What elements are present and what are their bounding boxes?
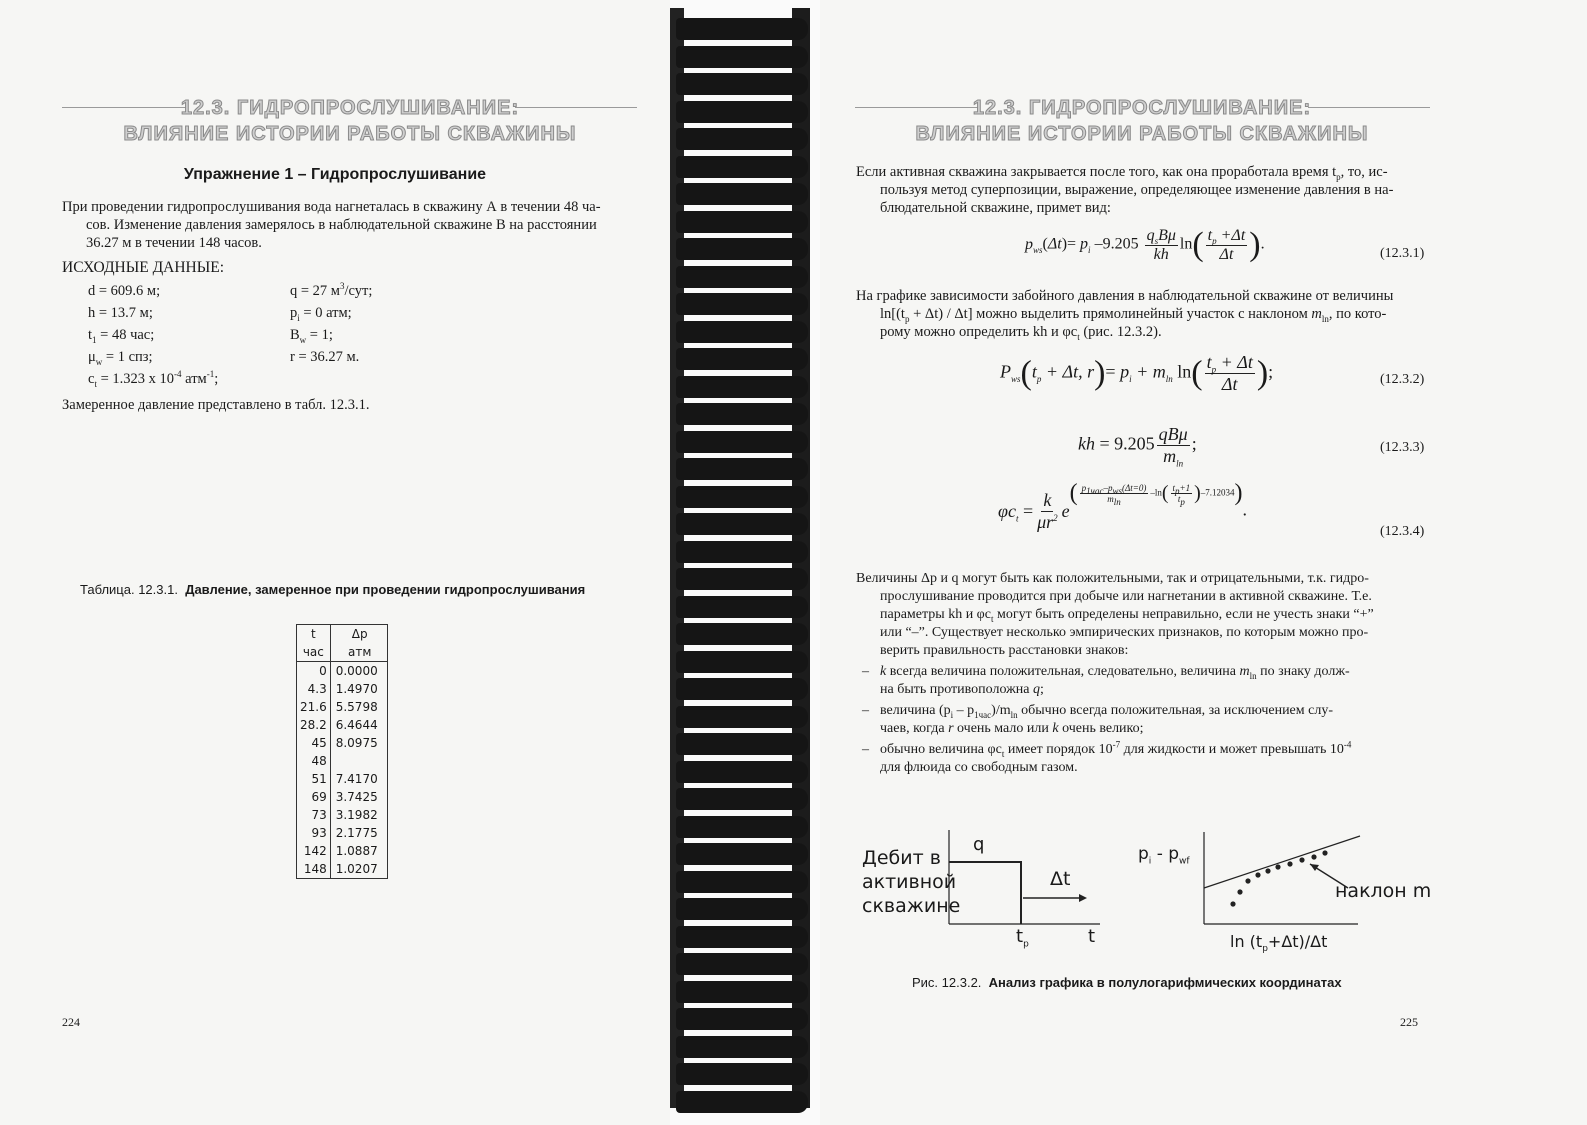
- binding-loop: [676, 733, 808, 755]
- binding-loop: [676, 293, 808, 315]
- figure-caption-title: Анализ графика в полулогарифмических координатах: [988, 975, 1342, 990]
- section-header-2: [892, 95, 1392, 147]
- table-cell-time: 0: [297, 662, 331, 681]
- table-cell-pressure: 3.1982: [330, 806, 387, 824]
- paragraph-slope: На графике зависимости забойного давления в наблюдательной скважине от величины $\ln[(t_p + \Delta t) / \Delta t]$ можно выделить прямолинейный участок с наклоном $m_{ln}$, по кото- рому можно определить kh и $\varphi c_t$ (рис. 12.3.2).: [856, 288, 1394, 342]
- semilog-plot-diagram: [1198, 828, 1368, 928]
- table-cell-pressure: 8.0975: [330, 734, 387, 752]
- rate-history-diagram: [945, 828, 1105, 928]
- binding-loop: [676, 348, 808, 370]
- equation-number-2: (12.3.2): [1380, 372, 1425, 387]
- table-cell-pressure: 3.7425: [330, 788, 387, 806]
- table-cell-time: 4.3: [297, 680, 331, 698]
- binding-loop: [676, 1091, 808, 1113]
- paragraph-signs: Величины Δр и q могут быть как положительными, так и отрицательными, т.к. гидро- прослушивание проводится при добыче или нагнетании в активной скважине. Т.е. параметры kh и $\varphi c_t$ могут быть определены неправильно, если не учесть знаки “+” или “–”. Существует несколько эмпирических признаков, по которым можно про- верить правильность расстановки знаков:: [856, 571, 1374, 658]
- figure-caption: [912, 975, 1342, 990]
- table-row: [297, 752, 388, 770]
- binding-loop: [676, 596, 808, 618]
- diagram-t-label: t: [1088, 926, 1096, 947]
- given-t1: $t_1 = 48$ час;: [88, 327, 155, 345]
- diagram-rate-label: Дебит в активной скважине: [862, 847, 961, 917]
- point-8: [1299, 857, 1304, 862]
- binding-loop: [676, 926, 808, 948]
- equation-12-3-4: $\varphi c_t$ = $\frac{k}{\mu r^2}$ e( $\frac{p_{1час}-p_{ws}(\Delta t=0)}{m_{ln}}$ –ln( $\frac{t_p+1}{t_p}$ )–7.12034).: [998, 480, 1248, 532]
- binding-loop: [676, 623, 808, 645]
- table-row: [297, 698, 388, 716]
- exercise-title: Упражнение 1 – Гидропрослушивание: [183, 166, 487, 183]
- table-row: [297, 734, 388, 752]
- diagram-dt-label: Δt: [1050, 868, 1071, 890]
- point-10: [1322, 850, 1327, 855]
- section-header-2-line2: ВЛИЯНИЕ ИСТОРИИ РАБОТЫ СКВАЖИНЫ: [915, 123, 1369, 145]
- table-row: [297, 860, 388, 879]
- binding-loop: [676, 981, 808, 1003]
- equation-number-4: (12.3.4): [1380, 524, 1425, 539]
- point-6: [1275, 864, 1280, 869]
- binding-loop: [676, 706, 808, 728]
- table-units-row: [297, 643, 388, 662]
- table-header-row: [297, 625, 388, 644]
- table-row: [297, 806, 388, 824]
- table-unit-t: час: [297, 643, 331, 662]
- equation-number-1: (12.3.1): [1380, 246, 1425, 261]
- criteria-list: [856, 663, 1431, 777]
- given-r: r = 36.27 м.: [290, 349, 360, 365]
- given-bw: $B_w = 1$;: [290, 327, 333, 345]
- intro-line-1: При проведении гидропрослушивания вода нагнеталась в скважину А в течении 48 ча-: [62, 199, 601, 215]
- table-caption-title: Давление, замеренное при проведении гидропрослушивания: [185, 582, 586, 597]
- table-row: [297, 824, 388, 842]
- binding-loop: [676, 871, 808, 893]
- equation-12-3-2: $P_{ws}(t_p + \Delta t$, $r)= p_i + m_{ln}$ ln( $\frac{t_p + \Delta t}{\Delta t}$ );: [1000, 352, 1274, 394]
- binding-loop: [676, 761, 808, 783]
- measured-note: Замеренное давление представлено в табл. 12.3.1.: [62, 397, 370, 413]
- table-header-t: t: [297, 625, 331, 644]
- table-cell-time: 73: [297, 806, 331, 824]
- equation-12-3-3: kh = 9.205 $\frac{\text{qBμ}}{m_{ln}}$ ;: [1078, 424, 1197, 469]
- table-unit-dp: атм: [330, 643, 387, 662]
- table-caption-label: Таблица. 12.3.1.: [80, 582, 178, 597]
- binding-loop: [676, 156, 808, 178]
- exercise-intro: [62, 198, 637, 252]
- binding-loop: [676, 238, 808, 260]
- diagram-x-label: $\ln (t_p+\Delta t)/\Delta t$: [1230, 932, 1328, 955]
- diagram-tp-label: $t_p$: [1016, 926, 1029, 950]
- page-number-left: 224: [62, 1015, 80, 1029]
- criteria-item-1: – k всегда величина положительная, следовательно, величина $m_{ln}$ по знаку долж- на быть противоположна q;: [856, 663, 1431, 699]
- point-9: [1311, 854, 1316, 859]
- binding-loop: [676, 211, 808, 233]
- binding-loop: [676, 486, 808, 508]
- pressure-table: [296, 624, 388, 879]
- section-header-2-line1: 12.3. ГИДРОПРОСЛУШИВАНИЕ:: [972, 97, 1312, 119]
- given-q: q = 27 $м^3$/сут;: [290, 281, 373, 299]
- equation-number-3: (12.3.3): [1380, 440, 1425, 455]
- binding-loop: [676, 266, 808, 288]
- binding-loop: [676, 816, 808, 838]
- table-cell-pressure: 1.0887: [330, 842, 387, 860]
- table-cell-pressure: 1.0207: [330, 860, 387, 879]
- page-number-right: 225: [1400, 1015, 1418, 1029]
- equation-12-3-1: $p_{ws}(\Delta t)= p_i$ –9.205 $\frac{q_sB\mu}{kh}$ ln( $\frac{t_p +\Delta t}{\Delta t}$ ).: [1025, 226, 1265, 263]
- binding-loop: [676, 843, 808, 865]
- diagram-slope-label: наклон m: [1335, 880, 1432, 902]
- point-4: [1255, 872, 1260, 877]
- table-cell-time: 142: [297, 842, 331, 860]
- point-1: [1230, 901, 1235, 906]
- binding-loop: [676, 18, 808, 40]
- binding-loop: [676, 183, 808, 205]
- binding-loop: [676, 1008, 808, 1030]
- point-7: [1287, 861, 1292, 866]
- given-d: d = 609.6 м;: [88, 283, 161, 299]
- binding-loop: [676, 568, 808, 590]
- table-cell-time: 51: [297, 770, 331, 788]
- table-cell-time: 45: [297, 734, 331, 752]
- binding-loop: [676, 788, 808, 810]
- criteria-item-2: – величина $(p_i - p_{1час})/m_{ln}$ обычно всегда положительная, за исключением слу- чаев, когда r очень мало или k очень велико;: [856, 702, 1431, 738]
- binding-loop: [676, 376, 808, 398]
- given-h: h = 13.7 м;: [88, 305, 153, 321]
- section-header-line1: 12.3. ГИДРОПРОСЛУШИВАНИЕ:: [180, 97, 520, 119]
- table-row: [297, 680, 388, 698]
- binding-loop: [676, 541, 808, 563]
- paragraph-superposition: Если активная скважина закрывается после того, как она проработала время $t_p$, то, ис- пользуя метод суперпозиции, выражение, определяющее изменение давления в на- блюдательной скважине, примет вид:: [856, 164, 1394, 216]
- table-row: [297, 716, 388, 734]
- table-cell-pressure: 7.4170: [330, 770, 387, 788]
- table-cell-time: 48: [297, 752, 331, 770]
- binding-loop: [676, 678, 808, 700]
- binding-loop: [676, 101, 808, 123]
- left-page: [0, 0, 670, 1125]
- binding-loop: [676, 128, 808, 150]
- binding-loop: [676, 46, 808, 68]
- intro-line-3: 36.27 м в течении 148 часов.: [86, 235, 262, 251]
- intro-line-2: сов. Изменение давления замерялось в наблюдательной скважине В на расстоянии: [86, 217, 597, 233]
- binding-loop: [676, 1036, 808, 1058]
- table-caption: [80, 582, 585, 597]
- figure-caption-label: Рис. 12.3.2.: [912, 975, 982, 990]
- diagram-y-label: $p_i - p_{wf}$: [1138, 844, 1190, 867]
- section-header: [100, 95, 600, 147]
- table-cell-pressure: 6.4644: [330, 716, 387, 734]
- section-header-line2: ВЛИЯНИЕ ИСТОРИИ РАБОТЫ СКВАЖИНЫ: [123, 123, 577, 145]
- table-cell-pressure: [330, 752, 387, 770]
- table-cell-time: 28.2: [297, 716, 331, 734]
- given-pi: $p_i = 0$ атм;: [290, 305, 352, 323]
- given-ct: $c_t = 1.323$ x $10^{-4}$ атм$^{-1}$;: [88, 369, 219, 389]
- table-cell-time: 93: [297, 824, 331, 842]
- given-mu: $\mu_w = 1$ спз;: [88, 349, 153, 367]
- table-row: [297, 842, 388, 860]
- table-cell-time: 69: [297, 788, 331, 806]
- diagram-q-label: q: [973, 834, 985, 855]
- table-cell-pressure: 5.5798: [330, 698, 387, 716]
- binding-loop: [676, 458, 808, 480]
- point-2: [1237, 889, 1242, 894]
- table-cell-pressure: 2.1775: [330, 824, 387, 842]
- binding-loop: [676, 953, 808, 975]
- table-row: [297, 662, 388, 681]
- binding-loop: [676, 403, 808, 425]
- binding-loop: [676, 513, 808, 535]
- binding-loop: [676, 898, 808, 920]
- binding-loop: [676, 321, 808, 343]
- table-cell-pressure: 0.0000: [330, 662, 387, 681]
- spiral-binding: [670, 0, 820, 1125]
- point-5: [1265, 868, 1270, 873]
- given-column-1: [88, 280, 218, 390]
- right-page: [820, 0, 1587, 1125]
- table-cell-pressure: 1.4970: [330, 680, 387, 698]
- criteria-item-3: – обычно величина $\varphi c_t$ имеет порядок $10^{-7}$ для жидкости и может превышать $10^{-4}$ для флюида со свободным газом.: [856, 741, 1431, 777]
- table-cell-time: 148: [297, 860, 331, 879]
- binding-loop: [676, 73, 808, 95]
- binding-loop: [676, 651, 808, 673]
- binding-loop: [676, 431, 808, 453]
- given-column-2: [290, 280, 372, 368]
- table-cell-time: 21.6: [297, 698, 331, 716]
- table-row: [297, 788, 388, 806]
- binding-loop: [676, 1063, 808, 1085]
- given-heading: ИСХОДНЫЕ ДАННЫЕ:: [62, 259, 225, 276]
- point-3: [1245, 878, 1250, 883]
- table-header-dp: Δp: [330, 625, 387, 644]
- table-row: [297, 770, 388, 788]
- data-points: [1230, 850, 1327, 906]
